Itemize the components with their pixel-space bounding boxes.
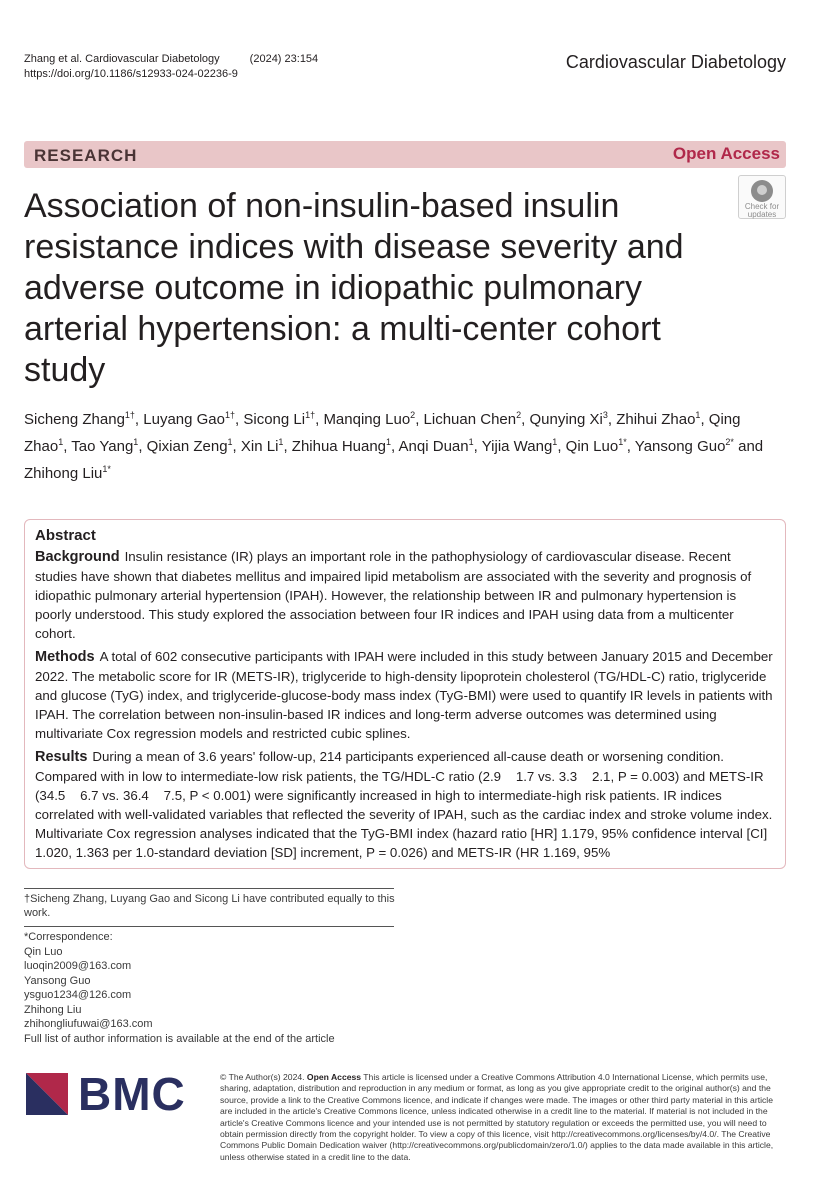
abstract-methods	[35, 647, 775, 743]
author-name[interactable]: Yijia Wang	[481, 438, 553, 455]
author-name[interactable]: Zhihua Huang	[291, 438, 387, 455]
correspondent-name: Qin Luo	[24, 945, 63, 958]
author-name[interactable]: Qixian Zeng	[146, 438, 228, 455]
author-info-note: Full list of author information is available at the end of the article	[24, 1032, 335, 1045]
author-name[interactable]: Tao Yang	[71, 438, 134, 455]
methods-label: Methods	[35, 649, 95, 665]
running-header	[24, 52, 318, 82]
author-name[interactable]: Manqing Luo	[323, 411, 411, 428]
author-name[interactable]: Sicong Li	[243, 411, 306, 428]
author-affiliation: 1	[227, 437, 233, 447]
methods-text: A total of 602 consecutive participants with IPAH were included in this study between January 2015 and December 2022. The metabolic score for IR (METS-IR), triglyceride to high-density lipoprotein cholesterol (TG/HDL-C) ratio, triglyceride and glucose (TyG) index, and triglyceride-glucose-body mass index (TyG-BMI) were used to quantify IR levels in patients with IPAH. The correlation between non-insulin-based IR indices and long-term adverse outcomes was determined using multivariate Cox regression models and restricted cubic splines.	[35, 649, 773, 741]
license-open-access: Open Access	[306, 1072, 362, 1082]
journal-name: Cardiovascular Diabetology	[565, 52, 786, 72]
author-affiliation: 1†	[225, 410, 236, 420]
author-name[interactable]: Zhihui Zhao	[616, 411, 696, 428]
author-name[interactable]: Qing Zhao	[24, 411, 741, 455]
background-text: Insulin resistance (IR) plays an important role in the pathophysiology of cardiovascular disease. Recent studies have shown that diabetes mellitus and impaired lipid metabolism are associated with the severity and prognosis of idiopathic pulmonary arterial hypertension (IPAH). However, the relationship between IR and pulmonary hypertension is poorly understood. This study explored the association between four IR indices and IPAH using data from a multicenter cohort.	[35, 549, 752, 641]
doi-link[interactable]: https://doi.org/10.1186/s12933-024-02236-9	[24, 68, 238, 80]
copyright-lead: © The Author(s) 2024.	[220, 1072, 305, 1082]
author-affiliation: 1	[133, 437, 139, 447]
author-affiliation: 1*	[102, 464, 111, 474]
open-access-label: Open Access	[672, 144, 780, 163]
author-name[interactable]: Zhihong Liu	[24, 465, 103, 482]
author-affiliation: 2*	[725, 437, 734, 447]
article-type-band	[24, 141, 786, 168]
author-affiliation: 1	[552, 437, 558, 447]
abstract-results	[35, 747, 775, 862]
year-volume: (2024) 23:154	[249, 53, 319, 65]
author-affiliation: 1	[386, 437, 392, 447]
author-affiliation: 1†	[305, 410, 316, 420]
author-affiliation: 1*	[618, 437, 627, 447]
author-affiliation: 1	[695, 410, 701, 420]
correspondent-name: Yansong Guo	[24, 974, 91, 987]
author-list: Sicheng Zhang$^{1\dagger}$, Luyang Gao$^{1\dagger}$, Sicong $Li^{1\dagger}$, Manqing Luo$^2$, Lichuan Chen$^2$, Qunying Xi$^3$, Zhihui Zhao$^1$, Qing Zhao$^1$, Tao Yang$^1$, Qixian Zeng$^1$, Xin Li$^1$, Zhihua Huang$^1$, Anqi Duan$^1$, Yijia Wang$^1$, Qin Luo$^{1*}$, Yansong Guo$^{2*}$ and Zhihong Liu$^{1*}$	[24, 410, 764, 482]
journal-citation-line	[24, 52, 318, 67]
results-label: Results	[35, 749, 88, 765]
author-name[interactable]: Luyang Gao	[143, 411, 225, 428]
author-affiliation: 1	[58, 437, 64, 447]
author-affiliation: 2	[516, 410, 522, 420]
check-updates-line-2: updates	[747, 210, 777, 219]
bmc-wordmark: BMC	[78, 1068, 186, 1120]
correspondence-label: *Correspondence:	[24, 931, 113, 943]
bmc-logo	[26, 1070, 196, 1118]
correspondent-name: Zhihong Liu	[24, 1003, 82, 1016]
abstract-background	[35, 547, 775, 643]
background-label: Background	[35, 549, 120, 565]
author-affiliation: 1	[468, 437, 474, 447]
article-type: RESEARCH	[34, 146, 138, 165]
author-affiliation: 1	[278, 437, 284, 447]
license-statement	[220, 1072, 786, 1163]
author-affiliation: 3	[602, 410, 608, 420]
author-affiliation: 1†	[124, 410, 135, 420]
author-name[interactable]: Sicheng Zhang	[24, 411, 125, 428]
bmc-logo-icon	[26, 1073, 68, 1115]
check-for-updates-badge[interactable]	[738, 175, 786, 219]
author-name[interactable]: Lichuan Chen	[423, 411, 517, 428]
correspondent-email[interactable]: luoqin2009@163.com	[24, 960, 132, 972]
footnote-divider	[24, 888, 394, 889]
check-updates-icon	[751, 180, 773, 202]
author-name[interactable]: Qunying Xi	[529, 411, 603, 428]
equal-contribution-note: †Sicheng Zhang, Luyang Gao and Sicong Li have contributed equally to this work.	[24, 893, 395, 919]
check-updates-line-1: Check for	[744, 202, 780, 211]
abstract-heading: Abstract	[35, 527, 96, 544]
author-name[interactable]: Xin Li	[240, 438, 279, 455]
abstract-box	[24, 519, 786, 869]
results-text: During a mean of 3.6 years' follow-up, 214 participants experienced all-cause death or worsening condition. Compared with in low to intermediate-low risk patients, the TG/HDL-C ratio (2.9 1.7 vs. 3.3 2.1, P = 0.003) and METS-IR (34.5 6.7 vs. 36.4 7.5, P < 0.001) were significantly increased in high to intermediate-high risk patients. IR indices correlated with well-validated variables that reflected the severity of IPAH, such as the cardiac index and stroke volume index. Multivariate Cox regression analyses indicated that the TyG-BMI index (hazard ratio [HR] 1.179, 95% confidence interval [CI] 1.020, 1.363 per 1.0-standard deviation [SD] increment, P = 0.026) and METS-IR (HR 1.169, 95%	[35, 749, 777, 860]
journal-citation: Zhang et al. Cardiovascular Diabetology	[24, 53, 220, 65]
article-title: Association of non-insulin-based insulin resistance indices with disease severity and adverse outcome in idiopathic pulmonary arterial hypertension: a multi-center cohort study	[24, 187, 684, 389]
correspondent-email[interactable]: zhihongliufuwai@163.com	[24, 1018, 153, 1030]
author-name[interactable]: Qin Luo	[565, 438, 619, 455]
correspondence-divider	[24, 926, 394, 927]
correspondent-email[interactable]: ysguo1234@126.com	[24, 989, 132, 1001]
author-affiliation: 2	[410, 410, 416, 420]
correspondence-block	[24, 930, 404, 1046]
author-name[interactable]: Anqi Duan	[398, 438, 469, 455]
author-name[interactable]: Yansong Guo	[634, 438, 726, 455]
license-text: This article is licensed under a Creative Commons Attribution 4.0 International License, which permits use, sharing, adaptation, distribution and reproduction in any medium or format, as long as you give appropriate credit to the original author(s) and the source, provide a link to the Creative Commons licence, and indicate if changes were made. The images or other third party material in this article are included in the article's Creative Commons licence, unless indicated otherwise in a credit line to the material. If material is not included in the article's Creative Commons licence and your intended use is not permitted by statutory regulation or exceeds the permitted use, you will need to obtain permission directly from the copyright holder. To view a copy of this licence, visit http://creativecommons.org/licenses/by/4.0/. The Creative Commons Public Domain Dedication waiver (http://creativecommons.org/publicdomain/zero/1.0/) applies to the data made available in this article, unless otherwise stated in a credit line to the data.	[220, 1072, 774, 1162]
